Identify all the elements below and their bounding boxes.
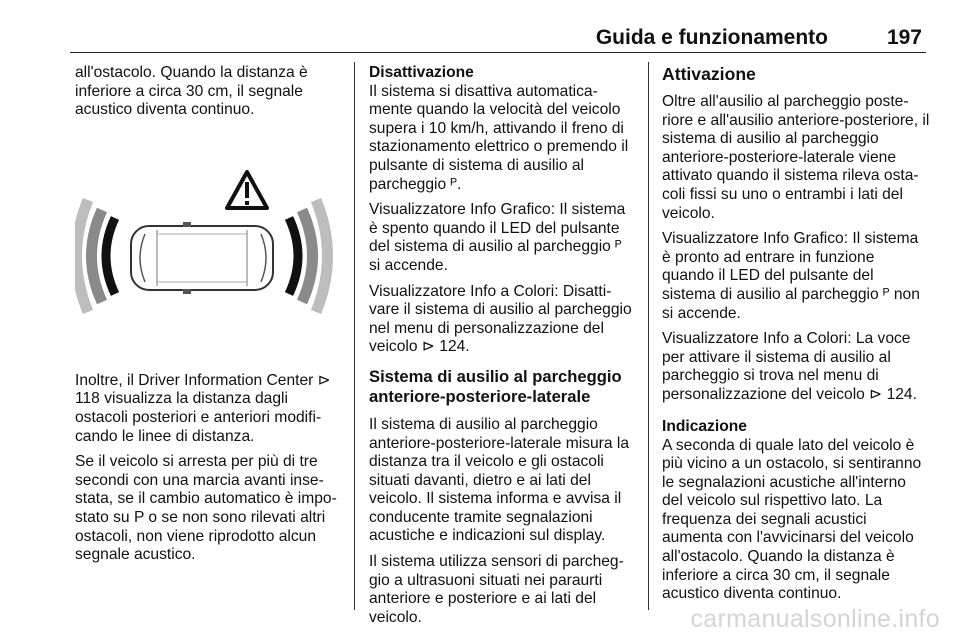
paragraph: Visualizzatore Info a Colori: Disattivare il sistema di ausilio al parcheggio nel menu di personalizzazione del veicolo ⊳ 124.: [369, 282, 632, 356]
subheading-deactivation: Disattivazione: [369, 64, 474, 81]
column-middle: [369, 64, 634, 634]
paragraph: Il sistema si disattiva automaticamente quando la velocità del veicolo supera i 10 km/h, attivando il freno di stazionamento elettrico o premendo il pulsante di sistema di ausilio al parcheggio ᴾ.: [369, 82, 629, 193]
column-divider: [648, 62, 649, 610]
heading-activation: Attivazione: [662, 64, 756, 84]
paragraph: Visualizzatore Info Grafico: Il sistema è pronto ad entrare in funzione quando il LED del pulsante del sistema di ausilio al parcheggio ᴾ non si accende.: [662, 230, 920, 322]
watermark: carmanualsonline.info: [690, 605, 940, 633]
page-header: [70, 26, 926, 53]
paragraph: Oltre all'ausilio al parcheggio posteriore e all'ausilio anteriore-posteriore, il sistema di ausilio al parcheggio anteriore-posteriore-laterale viene attivato quando il sistema rileva ostacoli fissi su uno o entrambi i lati del veicolo.: [662, 93, 930, 222]
paragraph: Se il veicolo si arresta per più di tre secondi con una marcia avanti insestata, se il cambio automatico è impostato su P o se non sono rilevati altri ostacoli, non viene riprodotto alcun segnale acustico.: [75, 453, 337, 564]
paragraph: Inoltre, il Driver Information Center ⊳ 118 visualizza la distanza dagli ostacoli posteriori e anteriori modificando le linee di distanza.: [75, 371, 331, 445]
subheading-indication: Indicazione: [662, 417, 747, 435]
section-title: Guida e funzionamento: [595, 26, 828, 49]
paragraph: Il sistema di ausilio al parcheggio anteriore-posteriore-laterale misura la distanza tra il veicolo e gli ostacoli situati davanti, dietro e ai lati del veicolo. Il sistema informa e avvisa il conducente tramite segnalazioni acustiche e indicazioni sul display.: [369, 415, 630, 545]
section-heading: Sistema di ausilio al parcheggio anteriore-posteriore-laterale: [369, 366, 622, 406]
parking-sensor-figure: [75, 142, 340, 322]
paragraph: A seconda di quale lato del veicolo è più vicino a un ostacolo, si sentiranno le segnalazioni acustiche all'interno del veicolo sul rispettivo lato. La frequenza dei segnali acustici aumenta con l'avvicinarsi del veicolo all'ostacolo. Quando la distanza è inferiore a circa 30 cm, il segnale acustico diventa continuo.: [662, 436, 922, 603]
paragraph: Il sistema utilizza sensori di parcheggio a ultrasuoni situati nei paraurti anteriore e posteriore e ai lati del veicolo.: [369, 553, 624, 626]
paragraph: Visualizzatore Info a Colori: La voce per attivare il sistema di ausilio al parcheggio si trova nel menu di personalizzazione del veicolo ⊳ 124.: [662, 330, 917, 403]
paragraph: Visualizzatore Info Grafico: Il sistema è spento quando il LED del pulsante del sistema di ausilio al parcheggio ᴾ si accende.: [369, 201, 626, 274]
car-top-view: [131, 222, 273, 294]
column-left: [75, 64, 340, 572]
column-divider: [354, 62, 355, 610]
paragraph: all'ostacolo. Quando la distanza è inferiore a circa 30 cm, il segnale acustico diventa continuo.: [75, 64, 308, 119]
car-parking-sensors-icon: [75, 142, 340, 322]
column-right: [662, 64, 930, 611]
page-number: 197: [886, 26, 922, 49]
warning-triangle-icon: [227, 172, 267, 208]
